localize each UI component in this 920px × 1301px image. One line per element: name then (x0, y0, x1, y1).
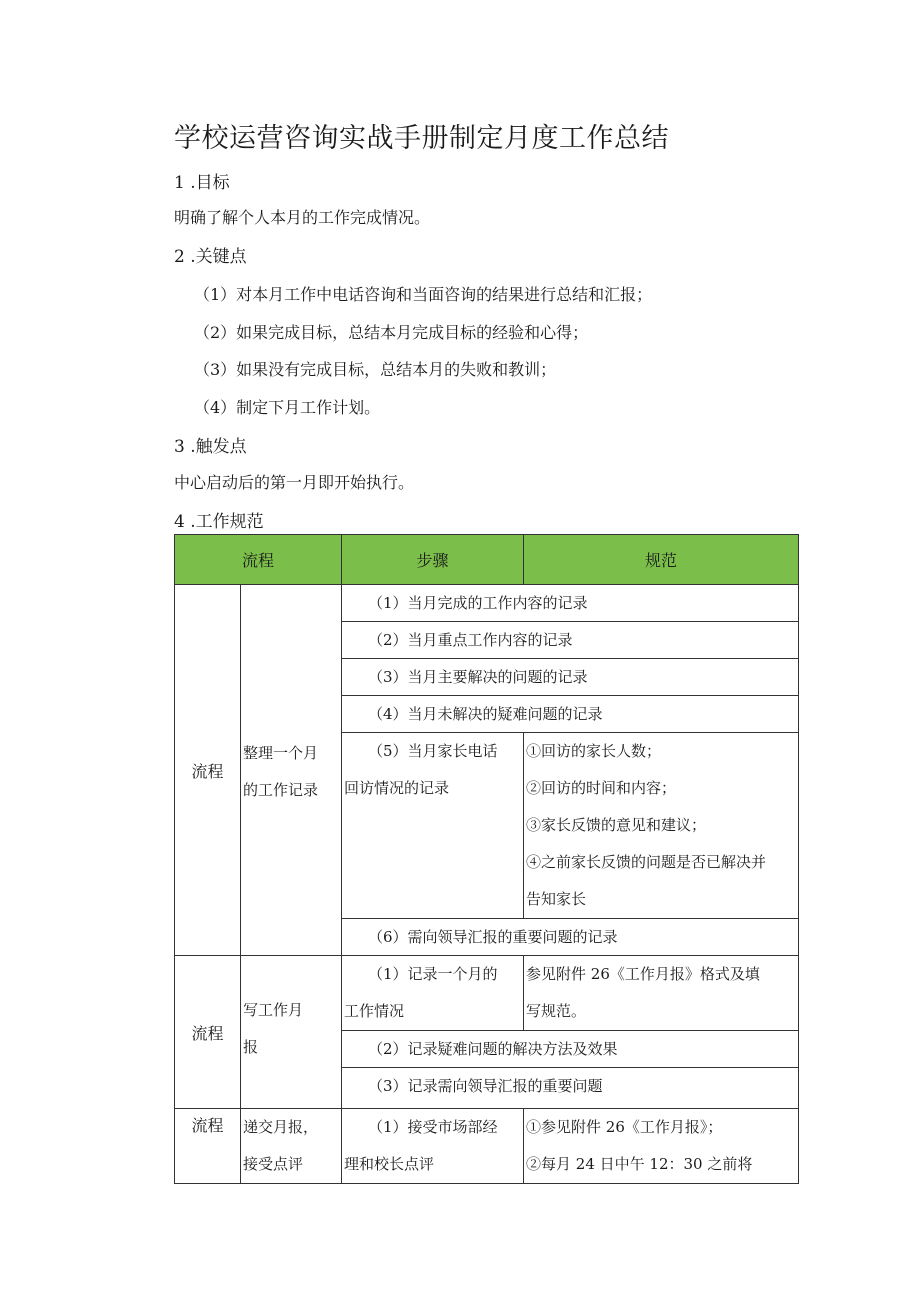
norm-line: ②回访的时间和内容； (526, 779, 677, 797)
header-norm: 规范 (524, 535, 799, 585)
table-row (175, 1109, 799, 1184)
section-2-item: （2）如果完成目标，总结本月完成目标的经验和心得； (194, 323, 589, 342)
subprocess-line: 写工作月 (243, 1001, 304, 1019)
norm-line: ①参见附件 26《工作月报》； (526, 1118, 723, 1136)
process-cell: 流程 (175, 585, 241, 956)
section-2-item: （1）对本月工作中电话咨询和当面咨询的结果进行总结和汇报； (194, 285, 653, 304)
subprocess-line: 接受点评 (243, 1155, 304, 1173)
process-cell: 流程 (175, 956, 241, 1109)
step-cell: （2）当月重点工作内容的记录 (342, 622, 799, 659)
section-2-item: （3）如果没有完成目标，总结本月的失败和教训； (194, 360, 557, 379)
step-cell: （2）记录疑难问题的解决方法及效果 (342, 1031, 799, 1068)
section-3-heading: 3 .触发点 (174, 437, 247, 457)
step-cell: （6）需向领导汇报的重要问题的记录 (342, 919, 799, 956)
norm-cell (524, 1109, 799, 1184)
step-cell: （1）当月完成的工作内容的记录 (342, 585, 799, 622)
subprocess-line: 报 (243, 1038, 259, 1056)
step-cell (342, 956, 524, 1031)
norm-line: 写规范。 (526, 1002, 587, 1020)
norm-cell (524, 956, 799, 1031)
subprocess-cell (241, 956, 342, 1109)
subprocess-cell (241, 585, 342, 956)
header-step: 步骤 (342, 535, 524, 585)
step-line: （1）记录一个月的 (368, 965, 498, 983)
step-line: 回访情况的记录 (344, 779, 450, 797)
section-1-heading: 1 .目标 (174, 173, 230, 193)
section-4-heading: 4 .工作规范 (174, 512, 264, 532)
table-header-row (175, 535, 799, 585)
norm-line: ③家长反馈的意见和建议； (526, 816, 707, 834)
step-cell (342, 1109, 524, 1184)
header-process: 流程 (175, 535, 342, 585)
norm-line: 告知家长 (526, 890, 587, 908)
norm-line: ④之前家长反馈的问题是否已解决并 (526, 853, 767, 871)
page-title: 学校运营咨询实战手册制定月度工作总结 (174, 123, 669, 154)
step-cell (342, 733, 524, 919)
section-2-item: （4）制定下月工作计划。 (194, 398, 381, 417)
norm-cell (524, 733, 799, 919)
table-row (175, 956, 799, 1031)
step-line: 工作情况 (344, 1002, 405, 1020)
step-line: （1）接受市场部经 (368, 1118, 498, 1136)
subprocess-line: 的工作记录 (243, 781, 319, 799)
process-cell: 流程 (175, 1109, 241, 1184)
step-line: （5）当月家长电话 (368, 742, 498, 760)
norm-line: 参见附件 26《工作月报》格式及填 (526, 965, 760, 983)
section-1-text: 明确了解个人本月的工作完成情况。 (174, 208, 431, 227)
norm-line: ①回访的家长人数； (526, 742, 662, 760)
step-line: 理和校长点评 (344, 1155, 435, 1173)
subprocess-cell (241, 1109, 342, 1184)
section-2-heading: 2 .关键点 (174, 247, 247, 267)
step-cell: （3）当月主要解决的问题的记录 (342, 659, 799, 696)
subprocess-line: 整理一个月 (243, 744, 319, 762)
section-3-text: 中心启动后的第一月即开始执行。 (174, 473, 415, 492)
step-cell: （3）记录需向领导汇报的重要问题 (342, 1068, 799, 1109)
norm-line: ②每月 24 日中午 12：30 之前将 (526, 1155, 753, 1173)
step-cell: （4）当月未解决的疑难问题的记录 (342, 696, 799, 733)
table-row (175, 585, 799, 622)
subprocess-line: 递交月报， (243, 1118, 319, 1136)
work-spec-table (174, 534, 799, 1184)
